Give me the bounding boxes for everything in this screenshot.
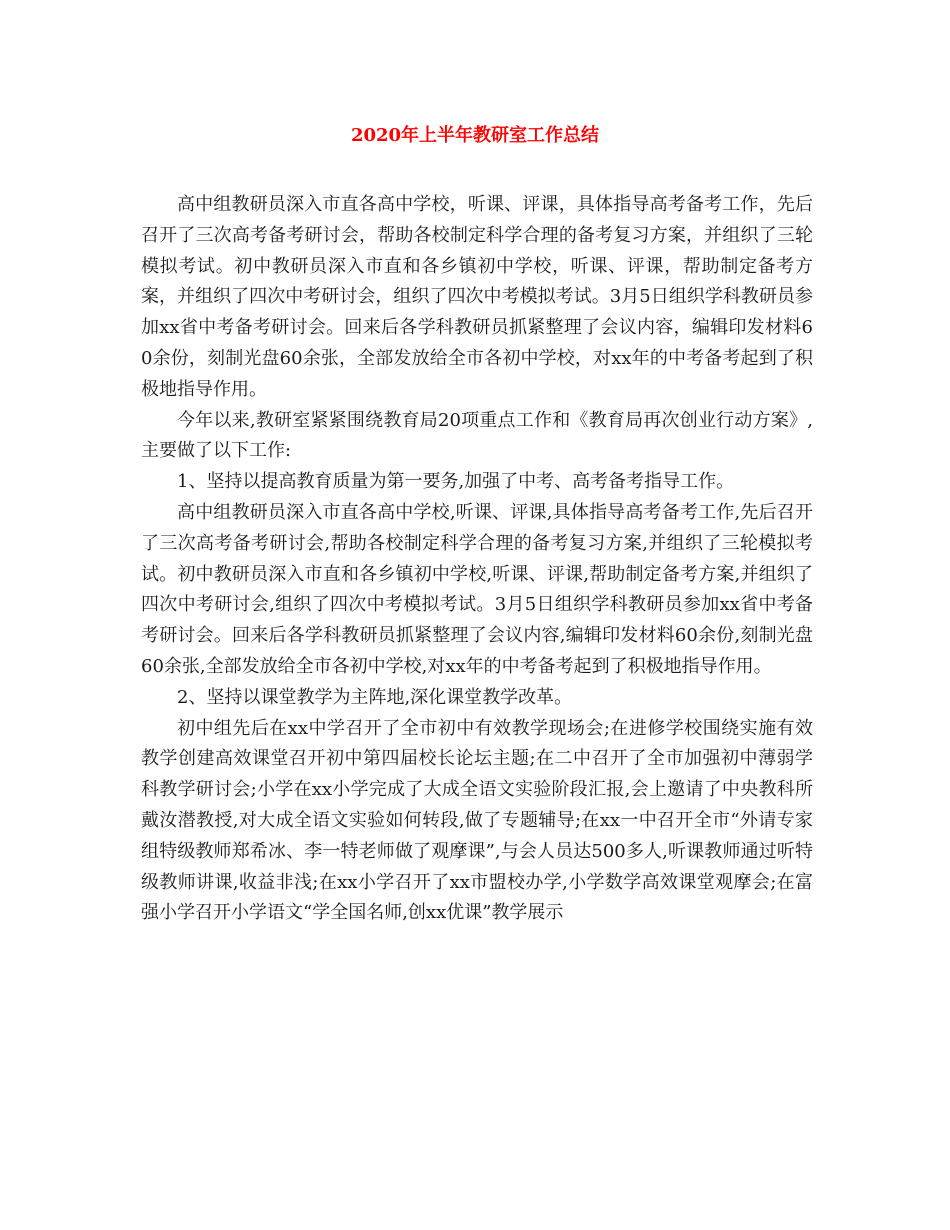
- paragraph: 高中组教研员深入市直各高中学校,听课、评课,具体指导高考备考工作,先后召开了三次高考备考研讨会,帮助各校制定科学合理的备考复习方案,并组织了三轮模拟考试。初中教研员深入市直和各乡镇初中学校,听课、评课,帮助制定备考方案,并组织了四次中考研讨会,组织了四次中考模拟考试。3月5日组织学科教研员参加xx省中考备考研讨会。回来后各学科教研员抓紧整理了会议内容,编辑印发材料60余份,刻制光盘60余张,全部发放给全市各初中学校,对xx年的中考备考起到了积极地指导作用。: [141, 501, 813, 677]
- document-title: 2020年上半年教研室工作总结: [350, 125, 600, 146]
- paragraph: 1、坚持以提高教育质量为第一要务,加强了中考、高考备考指导工作。: [177, 471, 735, 493]
- document-body: [141, 190, 813, 929]
- paragraph: 今年以来,教研室紧紧围绕教育局20项重点工作和《教育局再次创业行动方案》,主要做了以下工作:: [141, 409, 813, 462]
- paragraph: 初中组先后在xx中学召开了全市初中有效教学现场会;在进修学校围绕实施有效教学创建高效课堂召开初中第四届校长论坛主题;在二中召开了全市加强初中薄弱学科教学研讨会;小学在xx小学完成了大成全语文实验阶段汇报,会上邀请了中央教科所戴汝潜教授,对大成全语文实验如何转段,做了专题辅导;在xx一中召开全市“外请专家组特级教师郑希冰、李一特老师做了观摩课”,与会人员达500多人,听课教师通过听特级教师讲课,收益非浅;在xx小学召开了xx市盟校办学,小学数学高效课堂观摩会;在富强小学召开小学语文“学全国名师,创xx优课”教学展示: [141, 717, 813, 924]
- paragraph: 2、坚持以课堂教学为主阵地,深化课堂教学改革。: [177, 686, 573, 708]
- paragraph: 高中组教研员深入市直各高中学校，听课、评课，具体指导高考备考工作，先后召开了三次高考备考研讨会，帮助各校制定科学合理的备考复习方案，并组织了三轮模拟考试。初中教研员深入市直和各乡镇初中学校，听课、评课，帮助制定备考方案，并组织了四次中考研讨会，组织了四次中考模拟考试。3月5日组织学科教研员参加xx省中考备考研讨会。回来后各学科教研员抓紧整理了会议内容，编辑印发材料60余份，刻制光盘60余张，全部发放给全市各初中学校，对xx年的中考备考起到了积极地指导作用。: [141, 194, 813, 400]
